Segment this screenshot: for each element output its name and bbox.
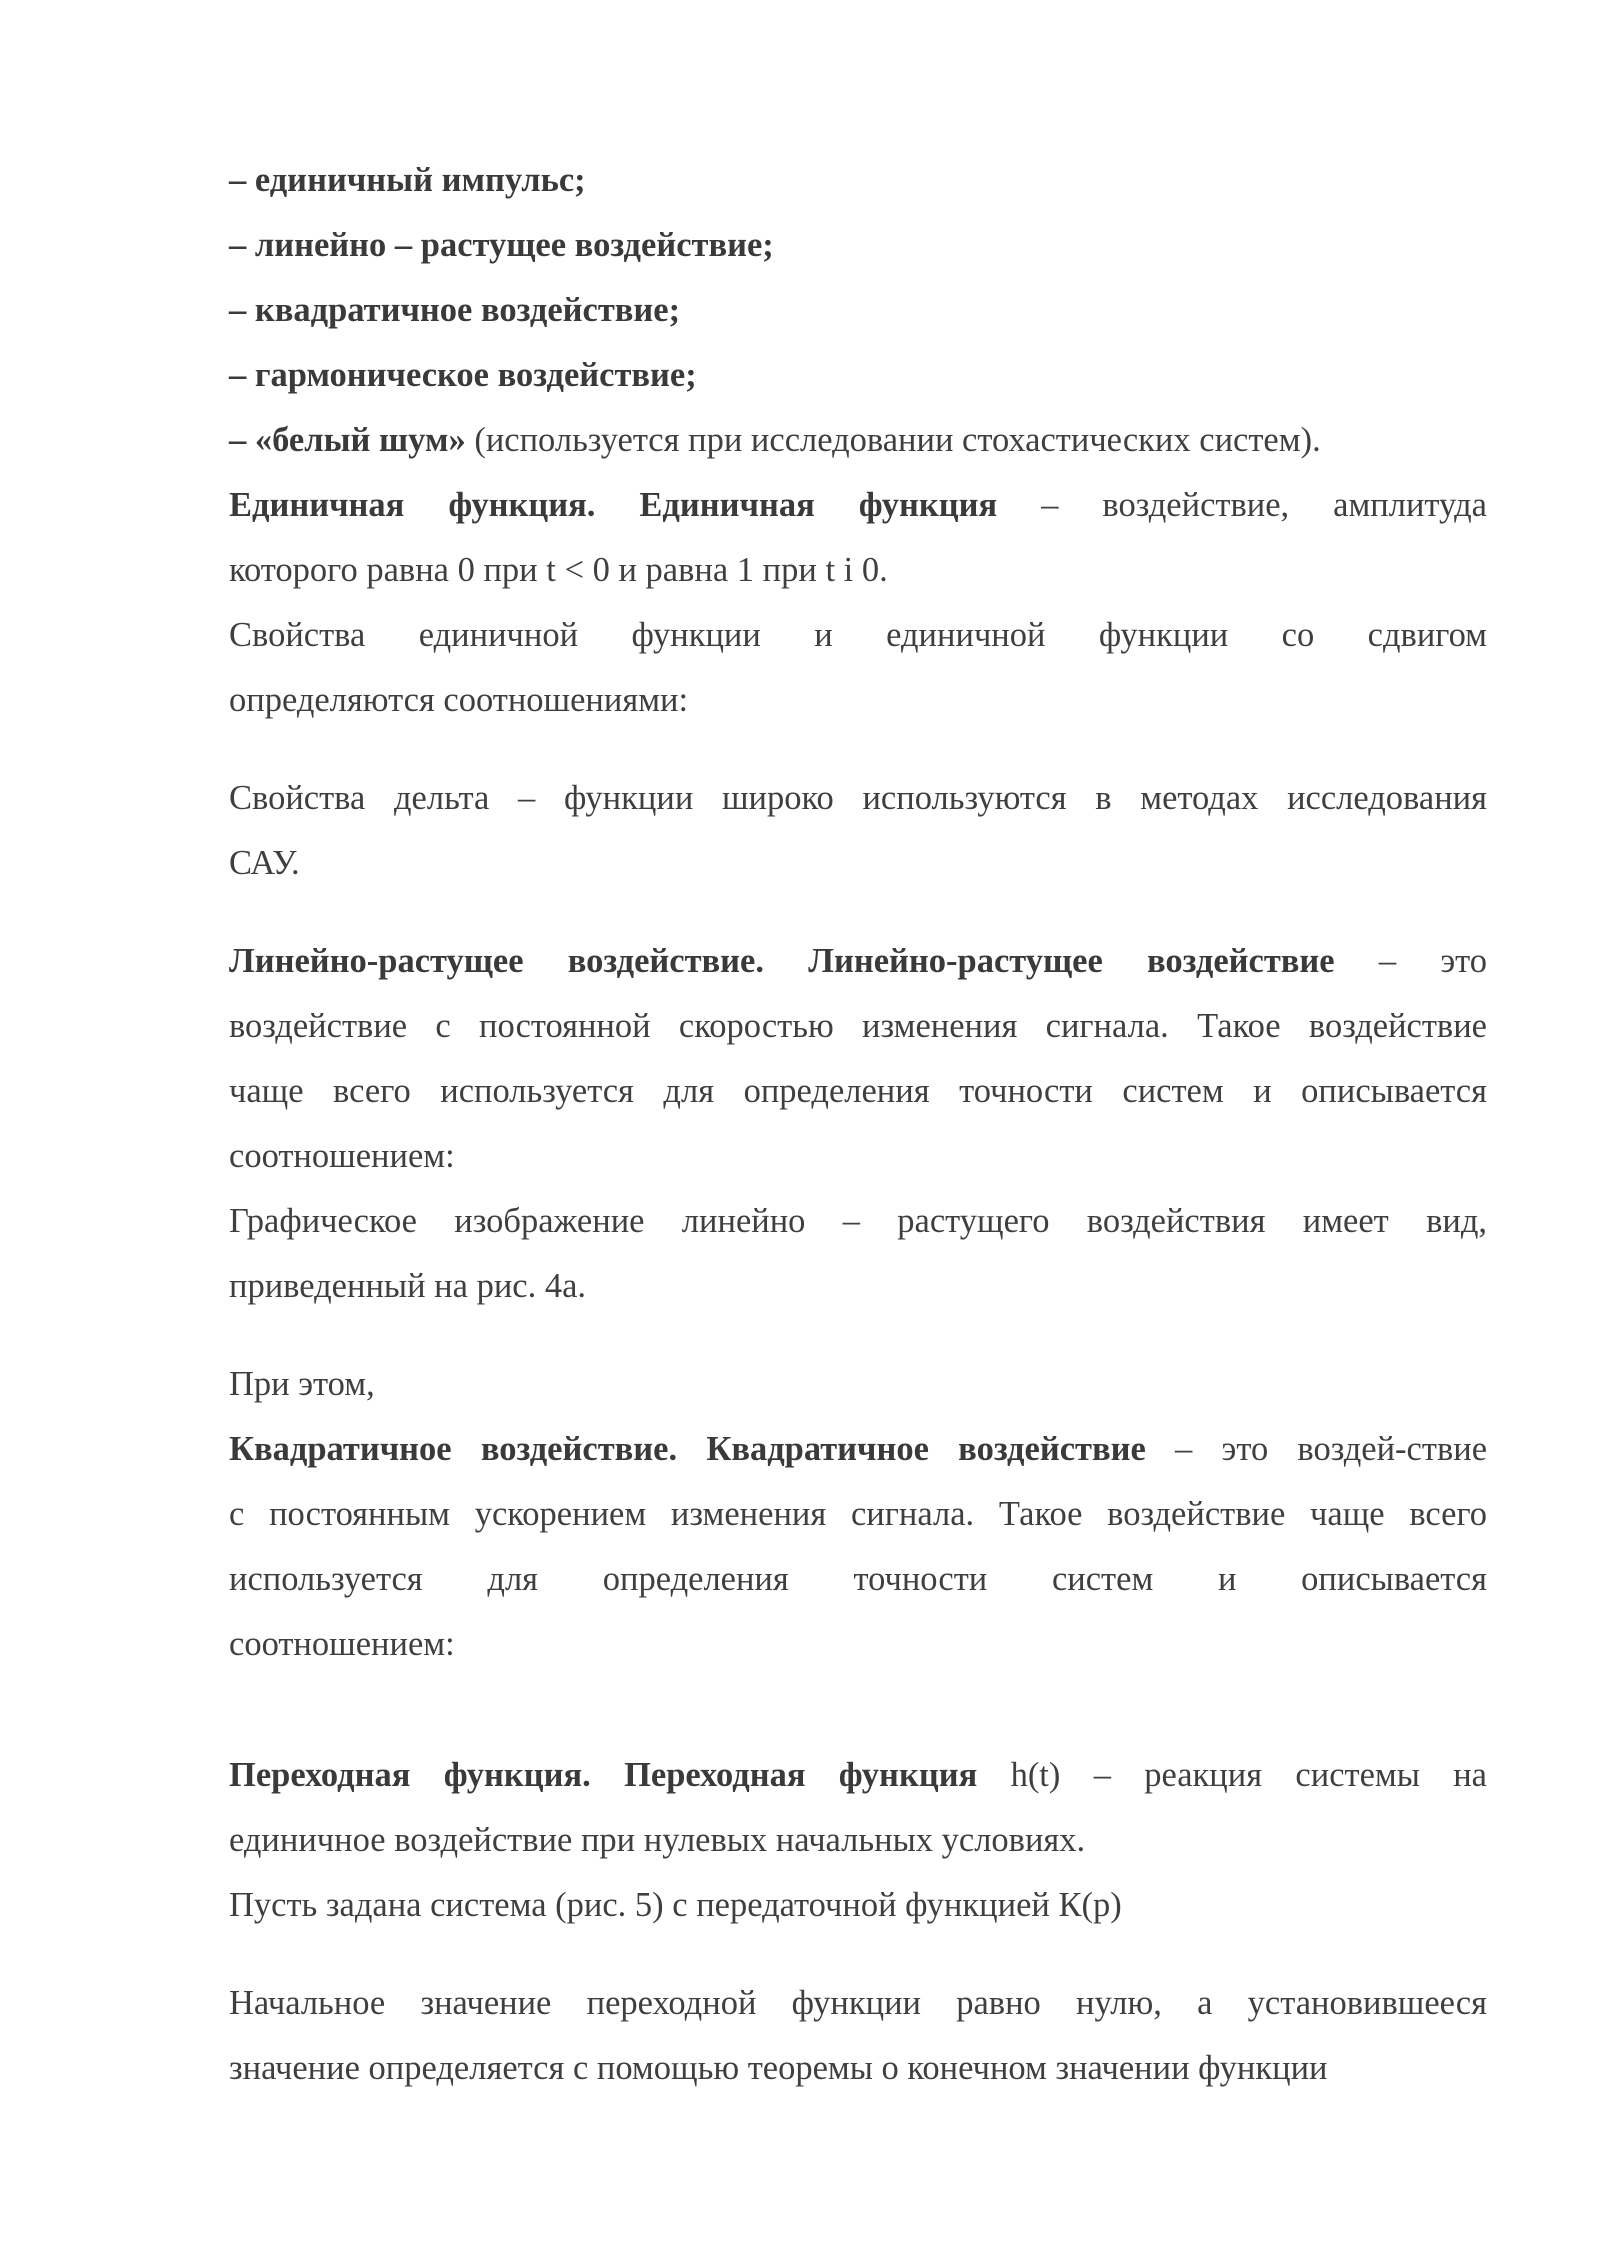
list-item-ramp: – линейно – растущее воздействие; xyxy=(229,226,774,264)
transfer-paragraph-line2: единичное воздействие при нулевых начальных условиях. xyxy=(229,1821,1086,1859)
unit-function-term: Единичная функция xyxy=(639,486,998,524)
properties-paragraph-line2: определяются соотношениями: xyxy=(229,681,689,719)
ramp-paragraph-line6: приведенный на рис. 4а. xyxy=(229,1267,587,1305)
transfer-paragraph-line3: Пусть задана система (рис. 5) с передаточной функцией К(p) xyxy=(229,1886,1122,1924)
section-gap xyxy=(229,896,1487,929)
ramp-paragraph-line1: Линейно-растущее воздействие. Линейно-растущее воздействие – это xyxy=(229,942,1488,980)
transfer-term: Переходная функция xyxy=(624,1756,978,1794)
list-item-unit-impulse: – единичный импульс; xyxy=(229,161,586,199)
document-page xyxy=(229,148,1487,2101)
initial-paragraph-line1: Начальное значение переходной функции равно нулю, а установившееся xyxy=(229,1984,1487,2022)
delta-paragraph-line2: САУ. xyxy=(229,844,300,882)
ramp-term: Линейно-растущее воздействие xyxy=(808,942,1335,980)
unit-function-paragraph-line1: Единичная функция. Единичная функция – воздействие, амплитуда xyxy=(229,486,1487,524)
initial-paragraph-line2: значение определяется с помощью теоремы о конечном значении функции xyxy=(229,2049,1328,2087)
formula-gap-2 xyxy=(229,1677,1487,1743)
transfer-heading: Переходная функция. xyxy=(229,1756,591,1794)
figure-gap xyxy=(229,1319,1487,1352)
properties-paragraph-line1: Свойства единичной функции и единичной функции со сдвигом xyxy=(229,616,1487,654)
delta-paragraph-line1: Свойства дельта – функции широко используются в методах исследования xyxy=(229,779,1487,817)
quadratic-intro: При этом, xyxy=(229,1365,375,1403)
ramp-paragraph-line5: Графическое изображение линейно – растущего воздействия имеет вид, xyxy=(229,1202,1487,1240)
ramp-heading: Линейно-растущее воздействие. xyxy=(229,942,764,980)
quadratic-paragraph-line4: соотношением: xyxy=(229,1625,455,1663)
formula-gap-3 xyxy=(229,1938,1487,1971)
ramp-paragraph-line4: соотношением: xyxy=(229,1137,455,1175)
formula-gap xyxy=(229,733,1487,766)
transfer-paragraph-line1: Переходная функция. Переходная функция h(t) – реакция системы на xyxy=(229,1756,1487,1794)
list-item-harmonic: – гармоническое воздействие; xyxy=(229,356,697,394)
quadratic-paragraph-line2: с постоянным ускорением изменения сигнала. Такое воздействие чаще всего xyxy=(229,1495,1487,1533)
list-item-white-noise: – «белый шум» (используется при исследовании стохастических систем). xyxy=(229,421,1321,459)
quadratic-paragraph-line3: используется для определения точности систем и описывается xyxy=(229,1560,1487,1598)
ramp-paragraph-line2: воздействие с постоянной скоростью изменения сигнала. Такое воздействие xyxy=(229,1007,1487,1045)
quadratic-paragraph-line1: Квадратичное воздействие. Квадратичное воздействие – это воздей-ствие xyxy=(229,1430,1488,1468)
ramp-paragraph-line3: чаще всего используется для определения точности систем и описывается xyxy=(229,1072,1487,1110)
list-item-quadratic: – квадратичное воздействие; xyxy=(229,291,681,329)
unit-function-heading: Единичная функция. xyxy=(229,486,596,524)
unit-function-paragraph-line2: которого равна 0 при t < 0 и равна 1 при t і 0. xyxy=(229,551,888,589)
quadratic-term: Квадратичное воздействие xyxy=(706,1430,1146,1468)
quadratic-heading: Квадратичное воздействие. xyxy=(229,1430,678,1468)
